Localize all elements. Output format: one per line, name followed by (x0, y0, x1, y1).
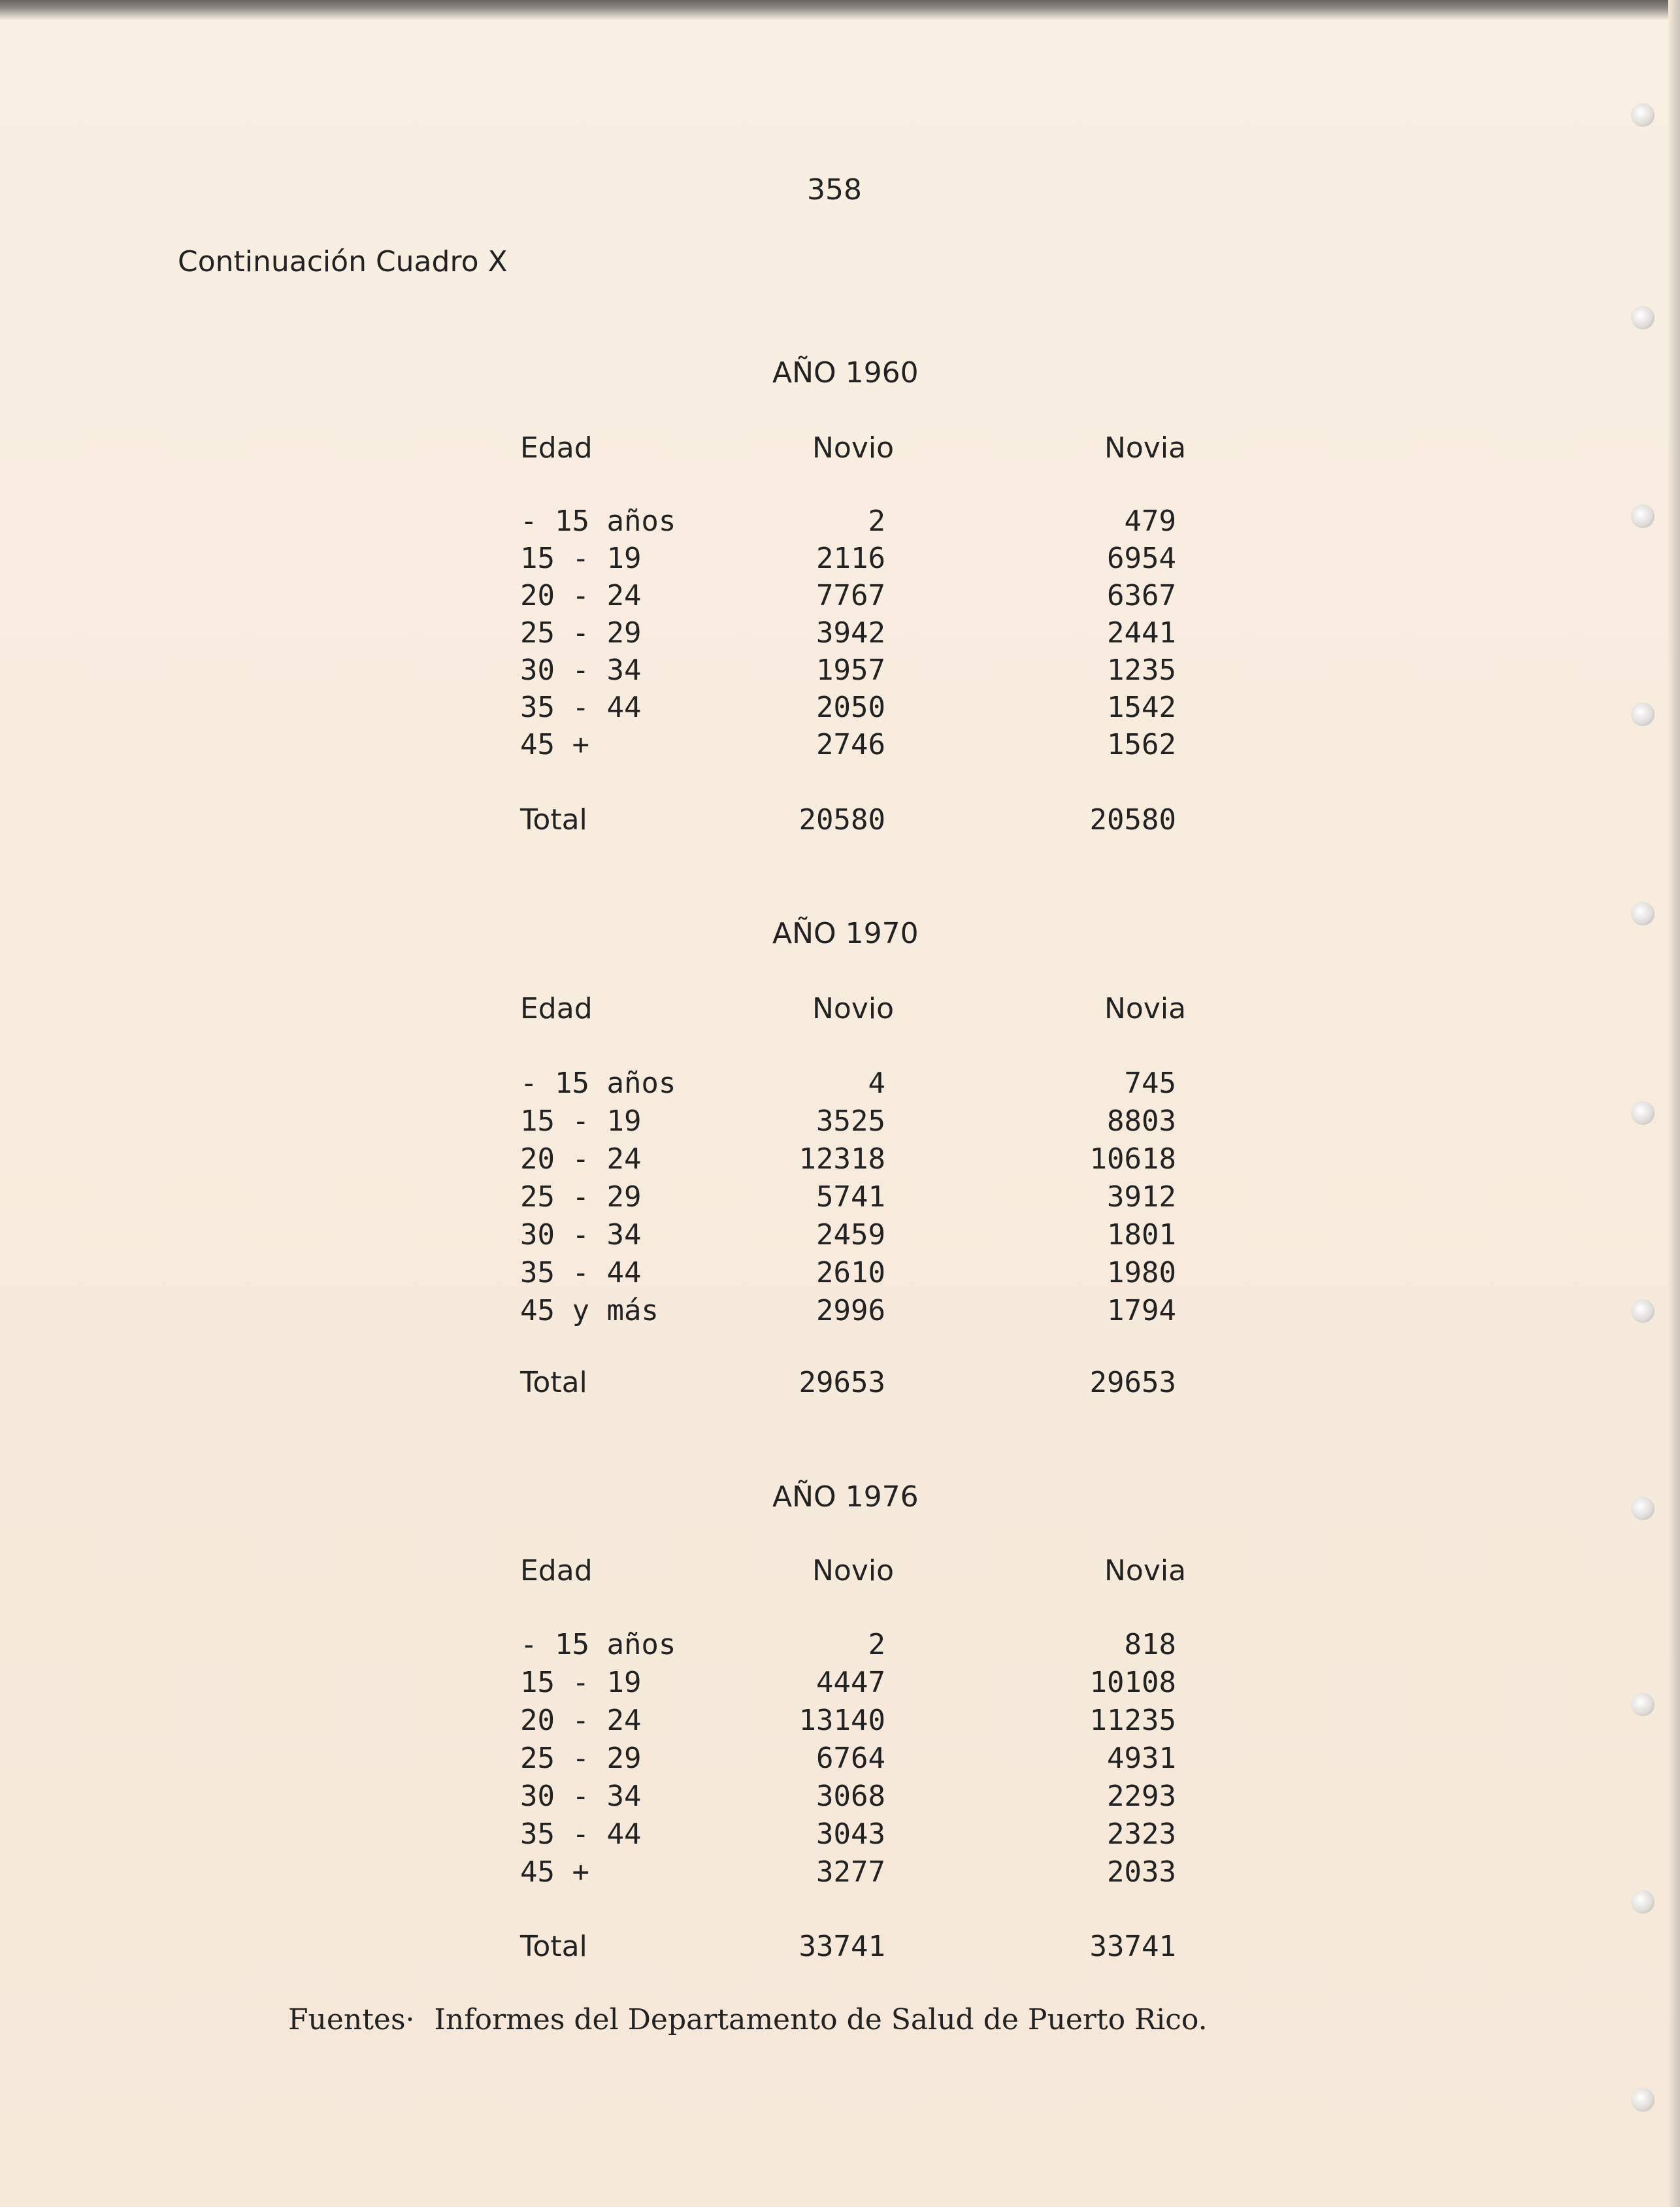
age-cell: 45 + (520, 728, 589, 761)
age-cell: 35 - 44 (520, 1256, 642, 1289)
table-row (0, 1780, 1680, 1817)
column-header-bride: Novia (1104, 992, 1187, 1025)
bride-total: 33741 (1089, 1930, 1176, 1963)
age-cell: 25 - 29 (520, 1742, 642, 1775)
column-header-bride: Novia (1104, 1554, 1187, 1587)
age-cell: 20 - 24 (520, 1142, 642, 1176)
table-row (0, 1666, 1680, 1703)
column-header-age: Edad (520, 992, 593, 1025)
age-cell: - 15 años (520, 1067, 676, 1100)
punch-hole (1631, 1890, 1655, 1914)
table-row (0, 1855, 1680, 1893)
bride-total: 20580 (1089, 803, 1176, 837)
bride-cell: 8803 (1107, 1104, 1176, 1138)
bride-cell: 2323 (1107, 1817, 1176, 1851)
age-cell: - 15 años (520, 505, 676, 538)
groom-cell: 7767 (816, 579, 885, 612)
bride-cell: 3912 (1107, 1180, 1176, 1214)
age-cell: 20 - 24 (520, 579, 642, 612)
bride-cell: 10108 (1089, 1666, 1176, 1699)
column-header-groom: Novio (812, 992, 895, 1025)
bride-cell: 1542 (1107, 691, 1176, 724)
groom-cell: 2 (868, 505, 885, 538)
table-row (0, 1142, 1680, 1180)
year-title: AÑO 1976 (772, 1480, 919, 1514)
groom-cell: 3277 (816, 1855, 885, 1889)
age-cell: 15 - 19 (520, 1104, 642, 1138)
table-row (0, 505, 1680, 542)
table-row (0, 1817, 1680, 1855)
total-label: Total (520, 1930, 587, 1963)
age-cell: 20 - 24 (520, 1704, 642, 1737)
continuation-title: Continuación Cuadro X (178, 245, 508, 278)
bride-cell: 6954 (1107, 542, 1176, 575)
bride-cell: 2441 (1107, 616, 1176, 650)
source-note (288, 2003, 1208, 2036)
groom-cell: 2050 (816, 691, 885, 724)
bride-cell: 1235 (1107, 654, 1176, 687)
table-row (0, 1104, 1680, 1142)
bride-cell: 1980 (1107, 1256, 1176, 1289)
table-row (0, 1067, 1680, 1104)
bride-cell: 1801 (1107, 1218, 1176, 1252)
column-header-age: Edad (520, 1554, 593, 1587)
age-cell: 25 - 29 (520, 616, 642, 650)
age-cell: 15 - 19 (520, 542, 642, 575)
age-cell: 45 y más (520, 1294, 659, 1327)
age-cell: - 15 años (520, 1628, 676, 1661)
total-row (0, 1930, 1680, 1967)
bride-cell: 479 (1124, 505, 1176, 538)
age-cell: 25 - 29 (520, 1180, 642, 1214)
punch-hole (1631, 1497, 1655, 1520)
bride-cell: 6367 (1107, 579, 1176, 612)
groom-cell: 4447 (816, 1666, 885, 1699)
page-top-edge (0, 0, 1680, 20)
table-row (0, 728, 1680, 765)
bride-cell: 11235 (1089, 1704, 1176, 1737)
groom-cell: 13140 (799, 1704, 885, 1737)
table-row (0, 1742, 1680, 1779)
table-row (0, 616, 1680, 654)
page-number: 358 (807, 173, 862, 207)
age-cell: 35 - 44 (520, 691, 642, 724)
age-cell: 30 - 34 (520, 1218, 642, 1252)
groom-cell: 2 (868, 1628, 885, 1661)
bride-cell: 818 (1124, 1628, 1176, 1661)
table-row (0, 1256, 1680, 1293)
age-cell: 45 + (520, 1855, 589, 1889)
groom-total: 20580 (799, 803, 885, 837)
total-row (0, 1366, 1680, 1403)
age-cell: 30 - 34 (520, 1780, 642, 1813)
groom-cell: 1957 (816, 654, 885, 687)
groom-cell: 6764 (816, 1742, 885, 1775)
groom-cell: 2610 (816, 1256, 885, 1289)
table-row (0, 691, 1680, 728)
punch-hole (1631, 306, 1655, 329)
groom-cell: 4 (868, 1067, 885, 1100)
punch-hole (1631, 902, 1655, 925)
bride-total: 29653 (1089, 1366, 1176, 1399)
bride-cell: 2293 (1107, 1780, 1176, 1813)
year-title: AÑO 1970 (772, 917, 919, 950)
bride-cell: 745 (1124, 1067, 1176, 1100)
table-row (0, 1180, 1680, 1218)
groom-cell: 3043 (816, 1817, 885, 1851)
table-row (0, 1704, 1680, 1741)
table-row (0, 1218, 1680, 1255)
year-title: AÑO 1960 (772, 356, 919, 390)
table-row (0, 1628, 1680, 1665)
groom-cell: 3525 (816, 1104, 885, 1138)
column-header-bride: Novia (1104, 431, 1187, 465)
groom-cell: 2746 (816, 728, 885, 761)
bride-cell: 1794 (1107, 1294, 1176, 1327)
groom-cell: 3068 (816, 1780, 885, 1813)
groom-cell: 2459 (816, 1218, 885, 1252)
source-text: Informes del Departamento de Salud de Puerto Rico. (434, 2003, 1208, 2036)
total-row (0, 803, 1680, 840)
bride-cell: 1562 (1107, 728, 1176, 761)
total-label: Total (520, 803, 587, 837)
age-cell: 35 - 44 (520, 1817, 642, 1851)
column-header-age: Edad (520, 431, 593, 465)
bride-cell: 2033 (1107, 1855, 1176, 1889)
groom-total: 33741 (799, 1930, 885, 1963)
table-row (0, 579, 1680, 616)
groom-cell: 2996 (816, 1294, 885, 1327)
age-cell: 15 - 19 (520, 1666, 642, 1699)
table-row (0, 654, 1680, 691)
groom-cell: 3942 (816, 616, 885, 650)
total-label: Total (520, 1366, 587, 1399)
table-row (0, 542, 1680, 579)
bride-cell: 10618 (1089, 1142, 1176, 1176)
column-header-groom: Novio (812, 1554, 895, 1587)
groom-cell: 2116 (816, 542, 885, 575)
punch-hole (1631, 103, 1655, 127)
column-header-groom: Novio (812, 431, 895, 465)
bride-cell: 4931 (1107, 1742, 1176, 1775)
source-label: Fuentes· (288, 2003, 415, 2036)
age-cell: 30 - 34 (520, 654, 642, 687)
table-row (0, 1294, 1680, 1331)
punch-hole (1631, 2088, 1655, 2112)
groom-total: 29653 (799, 1366, 885, 1399)
groom-cell: 5741 (816, 1180, 885, 1214)
groom-cell: 12318 (799, 1142, 885, 1176)
